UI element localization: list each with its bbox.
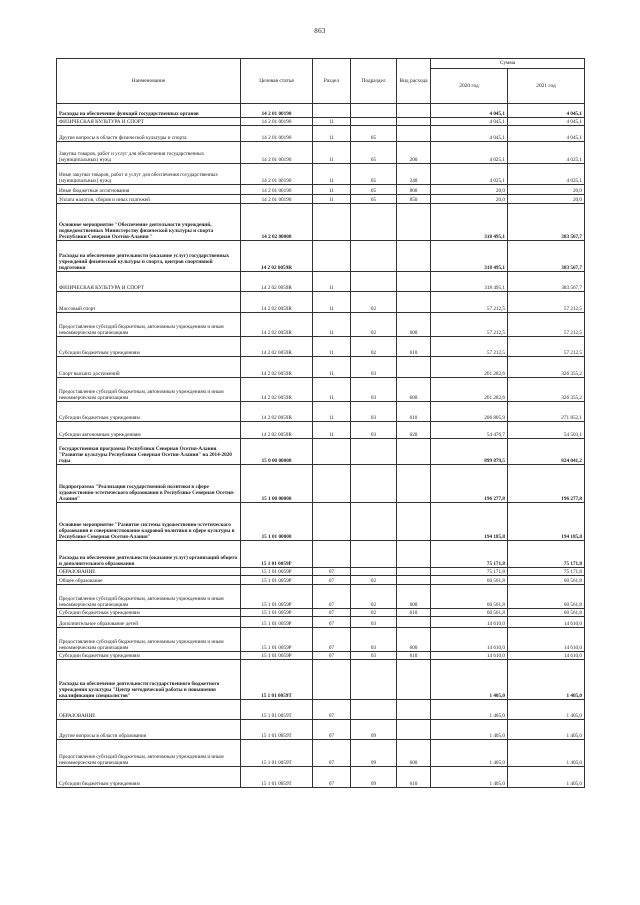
row-name: Предоставление субсидий бюджетным, автономным учреждениям и иным некоммерческим организациям <box>57 585 241 609</box>
row-expense-type: 600 <box>397 740 431 767</box>
row-code: 14 2 02 0059R <box>241 241 313 272</box>
row-name: Общее образование <box>57 576 241 585</box>
row-code: 15 1 01 0059P <box>241 609 313 617</box>
row-section: 11 <box>313 164 351 185</box>
row-section: 11 <box>313 357 351 378</box>
row-code: 14 2 02 0059R <box>241 292 313 313</box>
row-sum-2021: 14 610,0 <box>508 652 585 660</box>
row-expense-type <box>397 660 431 700</box>
table-row <box>57 465 585 503</box>
row-sum-2021: 4 025,1 <box>508 164 585 185</box>
row-section: 07 <box>313 720 351 740</box>
table-row <box>57 185 585 195</box>
table-row <box>57 576 585 585</box>
row-sum-2021: 14 610,0 <box>508 628 585 652</box>
row-sum-2021: 75 171,8 <box>508 541 585 568</box>
row-sum-2021: 20,0 <box>508 195 585 204</box>
row-name: Предоставление субсидий бюджетным, автономным учреждениям и иным некоммерческим организациям <box>57 313 241 337</box>
row-subsection: 05 <box>351 164 397 185</box>
row-subsection: 03 <box>351 378 397 402</box>
row-name: Расходы на обеспечение деятельности (оказание услуг) организаций общего и дополнительного образования <box>57 541 241 568</box>
table-row <box>57 241 585 272</box>
row-sum-2020: 75 171,8 <box>431 568 508 576</box>
row-expense-type: 850 <box>397 195 431 204</box>
row-expense-type: 610 <box>397 652 431 660</box>
row-name: Массовый спорт <box>57 292 241 313</box>
row-sum-2021: 60 561,8 <box>508 576 585 585</box>
row-expense-type <box>397 617 431 628</box>
header-section: Раздел <box>313 59 351 104</box>
row-expense-type: 600 <box>397 313 431 337</box>
row-section: 11 <box>313 195 351 204</box>
table-row <box>57 767 585 788</box>
row-subsection <box>351 660 397 700</box>
table-row <box>57 204 585 241</box>
row-sum-2020: 261 282,6 <box>431 357 508 378</box>
row-name: Предоставление субсидий бюджетным, автономным учреждениям и иным некоммерческим организациям <box>57 740 241 767</box>
row-sum-2021: 1 405,0 <box>508 767 585 788</box>
row-sum-2020: 20,0 <box>431 195 508 204</box>
row-sum-2021: 383 567,7 <box>508 241 585 272</box>
row-name: Предоставление субсидий бюджетным, автономным учреждениям и иным некоммерческим организациям <box>57 378 241 402</box>
row-name: Спорт высших достижений <box>57 357 241 378</box>
row-expense-type: 600 <box>397 585 431 609</box>
row-code: 14 2 02 0059R <box>241 378 313 402</box>
row-subsection: 03 <box>351 357 397 378</box>
header-code: Целевая статья <box>241 59 313 104</box>
row-expense-type <box>397 700 431 720</box>
row-sum-2021: 60 561,8 <box>508 609 585 617</box>
row-name: Субсидии автономным учреждениям <box>57 422 241 439</box>
row-code: 14 2 01 00190 <box>241 185 313 195</box>
row-section: 11 <box>313 118 351 126</box>
row-code: 15 1 01 0059P <box>241 628 313 652</box>
row-code: 14 2 01 00190 <box>241 195 313 204</box>
row-name: Расходы на обеспечение деятельности (оказание услуг) государственных учреждений физической культуры и спорта, центров спортивной подготовки <box>57 241 241 272</box>
table-row <box>57 378 585 402</box>
row-code: 15 1 01 0059P <box>241 617 313 628</box>
row-expense-type <box>397 241 431 272</box>
table-row <box>57 740 585 767</box>
row-sum-2020: 899 879,5 <box>431 439 508 465</box>
row-sum-2020: 14 610,0 <box>431 652 508 660</box>
row-sum-2020: 57 212,5 <box>431 337 508 357</box>
row-sum-2020: 194 185,8 <box>431 503 508 541</box>
row-subsection: 09 <box>351 740 397 767</box>
row-subsection: 03 <box>351 402 397 422</box>
row-expense-type <box>397 272 431 292</box>
row-sum-2020: 14 610,0 <box>431 617 508 628</box>
row-expense-type: 610 <box>397 609 431 617</box>
page-number: 863 <box>314 27 326 35</box>
row-sum-2021: 326 355,2 <box>508 357 585 378</box>
row-section: 07 <box>313 700 351 720</box>
row-sum-2021: 60 561,8 <box>508 585 585 609</box>
row-code: 15 1 01 0059P <box>241 568 313 576</box>
row-sum-2021: 824 041,2 <box>508 439 585 465</box>
row-name: ФИЗИЧЕСКАЯ КУЛЬТУРА И СПОРТ <box>57 272 241 292</box>
row-subsection: 02 <box>351 609 397 617</box>
header-expense-type: Вид расхода <box>397 59 431 104</box>
row-expense-type: 240 <box>397 164 431 185</box>
row-expense-type <box>397 357 431 378</box>
table-row <box>57 195 585 204</box>
row-sum-2021: 383 567,7 <box>508 204 585 241</box>
row-code: 15 1 01 0059T <box>241 700 313 720</box>
row-section: 07 <box>313 740 351 767</box>
row-code: 14 2 01 00190 <box>241 126 313 142</box>
table-row <box>57 609 585 617</box>
header-name: Наименование <box>57 59 241 104</box>
row-sum-2021: 14 610,0 <box>508 617 585 628</box>
row-sum-2020: 318 495,1 <box>431 241 508 272</box>
table-row <box>57 142 585 164</box>
row-subsection <box>351 568 397 576</box>
table-row <box>57 660 585 700</box>
row-sum-2021: 57 212,5 <box>508 313 585 337</box>
row-section: 11 <box>313 422 351 439</box>
row-sum-2020: 318 495,1 <box>431 204 508 241</box>
row-sum-2021: 1 405,0 <box>508 700 585 720</box>
row-subsection: 03 <box>351 628 397 652</box>
row-name: Основное мероприятие "Обеспечение деятельности учреждений, подведомственных Министерству физической культуры и спорта Республики Северная Осетия-Алания " <box>57 204 241 241</box>
row-code: 15 1 01 0059T <box>241 767 313 788</box>
row-sum-2020: 54 476,7 <box>431 422 508 439</box>
row-sum-2020: 4 045,1 <box>431 104 508 118</box>
row-subsection: 03 <box>351 422 397 439</box>
row-subsection <box>351 241 397 272</box>
header-year-2021: 2021 год <box>508 69 585 104</box>
table-row <box>57 402 585 422</box>
table-row <box>57 272 585 292</box>
row-name: Предоставление субсидий бюджетным, автономным учреждениям и иным некоммерческим организациям <box>57 628 241 652</box>
table-row <box>57 568 585 576</box>
row-section: 11 <box>313 378 351 402</box>
row-expense-type <box>397 541 431 568</box>
table-row <box>57 104 585 118</box>
row-sum-2020: 1 405,0 <box>431 720 508 740</box>
table-row <box>57 357 585 378</box>
row-code: 14 2 01 00190 <box>241 104 313 118</box>
table-row <box>57 422 585 439</box>
row-code: 15 1 01 0059P <box>241 576 313 585</box>
row-code: 14 2 01 00190 <box>241 118 313 126</box>
row-subsection: 05 <box>351 126 397 142</box>
row-expense-type <box>397 126 431 142</box>
row-sum-2021: 194 185,8 <box>508 503 585 541</box>
row-expense-type <box>397 292 431 313</box>
row-code: 15 1 01 0059P <box>241 585 313 609</box>
row-section: 11 <box>313 185 351 195</box>
row-section: 07 <box>313 767 351 788</box>
table-row <box>57 126 585 142</box>
row-code: 14 2 02 0059R <box>241 337 313 357</box>
row-subsection: 02 <box>351 313 397 337</box>
row-sum-2020: 75 171,8 <box>431 541 508 568</box>
row-subsection: 03 <box>351 617 397 628</box>
table-row <box>57 652 585 660</box>
row-code: 14 2 02 0059R <box>241 402 313 422</box>
row-section: 11 <box>313 292 351 313</box>
row-code: 15 1 01 0059P <box>241 541 313 568</box>
row-code: 15 1 01 0059P <box>241 652 313 660</box>
row-sum-2020: 318 495,1 <box>431 272 508 292</box>
row-code: 15 1 01 0059T <box>241 660 313 700</box>
row-name: Субсидии бюджетным учреждениям <box>57 767 241 788</box>
table-row <box>57 164 585 185</box>
row-sum-2020: 4 045,1 <box>431 126 508 142</box>
row-section: 11 <box>313 313 351 337</box>
row-sum-2021: 4 045,1 <box>508 126 585 142</box>
row-name: Государственная программа Республики Северная Осетия-Алания "Развитие культуры Республики Северная Осетия-Алания" на 2014-2020 годы <box>57 439 241 465</box>
row-sum-2021: 20,0 <box>508 185 585 195</box>
budget-table <box>56 58 585 788</box>
header-subsection: Подраздел <box>351 59 397 104</box>
row-section <box>313 104 351 118</box>
row-subsection <box>351 439 397 465</box>
row-subsection <box>351 465 397 503</box>
row-subsection: 05 <box>351 195 397 204</box>
table-row <box>57 720 585 740</box>
row-name: Основное мероприятие "Развитие системы художественно-эстетического образования и совершенствование кадровой политики в сфере культуры в Республике Северная Осетия-Алания" <box>57 503 241 541</box>
row-name: Иные бюджетные ассигнования <box>57 185 241 195</box>
row-sum-2020: 1 405,0 <box>431 767 508 788</box>
row-subsection <box>351 503 397 541</box>
row-sum-2021: 1 405,0 <box>508 660 585 700</box>
row-subsection: 09 <box>351 767 397 788</box>
row-subsection: 02 <box>351 585 397 609</box>
row-code: 15 1 01 00000 <box>241 503 313 541</box>
row-subsection <box>351 541 397 568</box>
row-code: 14 2 02 0059R <box>241 357 313 378</box>
row-section <box>313 465 351 503</box>
row-name: Субсидии бюджетным учреждениям <box>57 402 241 422</box>
row-section: 11 <box>313 272 351 292</box>
table-row <box>57 585 585 609</box>
row-sum-2021: 4 045,1 <box>508 118 585 126</box>
row-sum-2020: 60 561,8 <box>431 609 508 617</box>
row-sum-2021: 383 567,7 <box>508 272 585 292</box>
row-name: Дополнительное образование детей <box>57 617 241 628</box>
row-sum-2021: 4 025,1 <box>508 142 585 164</box>
row-subsection: 02 <box>351 337 397 357</box>
row-expense-type <box>397 568 431 576</box>
row-section: 07 <box>313 609 351 617</box>
row-sum-2021: 57 212,5 <box>508 337 585 357</box>
row-code: 14 2 02 00000 <box>241 204 313 241</box>
row-sum-2020: 261 282,6 <box>431 378 508 402</box>
row-name: Субсидии бюджетным учреждениям <box>57 609 241 617</box>
row-sum-2020: 20,0 <box>431 185 508 195</box>
row-sum-2021: 326 355,2 <box>508 378 585 402</box>
row-name: Закупка товаров, работ и услуг для обеспечения государственных (муниципальных) нужд <box>57 142 241 164</box>
table-row <box>57 700 585 720</box>
table-row <box>57 628 585 652</box>
row-code: 15 1 01 0059T <box>241 720 313 740</box>
row-name: Иные закупки товаров, работ и услуг для обеспечения государственных (муниципальных) нужд <box>57 164 241 185</box>
row-expense-type <box>397 720 431 740</box>
row-code: 15 1 01 0059T <box>241 740 313 767</box>
row-name: Подпрограмма "Реализация государственной политики в сфере художественно-эстетического образования в Республике Северная Осетия-Алания" <box>57 465 241 503</box>
row-section <box>313 541 351 568</box>
row-sum-2021: 1 405,0 <box>508 720 585 740</box>
row-sum-2020: 60 561,8 <box>431 576 508 585</box>
table-row <box>57 118 585 126</box>
row-sum-2021: 4 045,1 <box>508 104 585 118</box>
row-code: 14 2 02 0059R <box>241 313 313 337</box>
row-sum-2021: 271 852,1 <box>508 402 585 422</box>
row-name: Субсидии бюджетным учреждениям <box>57 337 241 357</box>
row-expense-type: 610 <box>397 767 431 788</box>
row-name: ОБРАЗОВАНИЕ <box>57 700 241 720</box>
row-subsection <box>351 700 397 720</box>
row-section: 11 <box>313 142 351 164</box>
row-sum-2021: 75 171,8 <box>508 568 585 576</box>
table-row <box>57 503 585 541</box>
row-expense-type <box>397 576 431 585</box>
row-name: Субсидии бюджетным учреждениям <box>57 652 241 660</box>
row-sum-2020: 57 212,5 <box>431 313 508 337</box>
row-expense-type <box>397 439 431 465</box>
row-subsection: 03 <box>351 652 397 660</box>
row-section: 11 <box>313 402 351 422</box>
row-code: 14 2 02 0059R <box>241 422 313 439</box>
row-sum-2020: 206 805,9 <box>431 402 508 422</box>
row-expense-type: 620 <box>397 422 431 439</box>
row-expense-type: 600 <box>397 628 431 652</box>
table-body <box>57 104 585 788</box>
row-sum-2020: 4 045,1 <box>431 118 508 126</box>
row-sum-2020: 14 610,0 <box>431 628 508 652</box>
row-name: Другие вопросы в области физической культуры и спорта <box>57 126 241 142</box>
row-expense-type: 610 <box>397 337 431 357</box>
row-expense-type <box>397 104 431 118</box>
row-section <box>313 241 351 272</box>
row-subsection: 02 <box>351 292 397 313</box>
row-section <box>313 439 351 465</box>
row-section: 11 <box>313 126 351 142</box>
row-expense-type <box>397 503 431 541</box>
row-sum-2020: 4 025,1 <box>431 142 508 164</box>
row-subsection: 09 <box>351 720 397 740</box>
row-sum-2020: 196 277,8 <box>431 465 508 503</box>
row-subsection <box>351 118 397 126</box>
row-expense-type <box>397 465 431 503</box>
table-row <box>57 439 585 465</box>
row-name: Другие вопросы в области образования <box>57 720 241 740</box>
row-sum-2020: 1 405,0 <box>431 740 508 767</box>
table-row <box>57 541 585 568</box>
row-code: 15 1 00 00000 <box>241 465 313 503</box>
header-year-2020: 2020 год <box>431 69 508 104</box>
table-row <box>57 313 585 337</box>
row-name: ОБРАЗОВАНИЕ <box>57 568 241 576</box>
row-sum-2020: 60 561,8 <box>431 585 508 609</box>
row-expense-type: 610 <box>397 402 431 422</box>
row-subsection <box>351 204 397 241</box>
row-name: Расходы на обеспечение функций государственных органов <box>57 104 241 118</box>
row-subsection <box>351 104 397 118</box>
row-sum-2021: 57 212,5 <box>508 292 585 313</box>
row-section: 07 <box>313 576 351 585</box>
row-name: ФИЗИЧЕСКАЯ КУЛЬТУРА И СПОРТ <box>57 118 241 126</box>
row-sum-2021: 1 405,0 <box>508 740 585 767</box>
row-sum-2020: 1 405,0 <box>431 700 508 720</box>
row-section: 07 <box>313 617 351 628</box>
row-code: 14 2 02 0059R <box>241 272 313 292</box>
row-subsection: 02 <box>351 576 397 585</box>
row-subsection: 05 <box>351 142 397 164</box>
row-sum-2021: 54 503,1 <box>508 422 585 439</box>
row-section: 07 <box>313 585 351 609</box>
row-section <box>313 660 351 700</box>
row-section <box>313 204 351 241</box>
table-row <box>57 292 585 313</box>
row-section: 11 <box>313 337 351 357</box>
row-sum-2020: 57 212,5 <box>431 292 508 313</box>
row-section: 07 <box>313 628 351 652</box>
table-header <box>57 59 585 104</box>
row-subsection <box>351 272 397 292</box>
row-sum-2020: 1 405,0 <box>431 660 508 700</box>
row-section: 07 <box>313 568 351 576</box>
header-sum: Сумма <box>431 59 585 69</box>
row-expense-type <box>397 118 431 126</box>
row-expense-type: 600 <box>397 378 431 402</box>
row-sum-2021: 196 277,8 <box>508 465 585 503</box>
row-sum-2020: 4 025,1 <box>431 164 508 185</box>
row-code: 14 2 01 00190 <box>241 142 313 164</box>
row-code: 15 0 00 00000 <box>241 439 313 465</box>
row-expense-type: 200 <box>397 142 431 164</box>
row-code: 14 2 01 00190 <box>241 164 313 185</box>
row-name: Уплата налогов, сборов и иных платежей <box>57 195 241 204</box>
row-subsection: 05 <box>351 185 397 195</box>
row-expense-type <box>397 204 431 241</box>
row-section: 07 <box>313 652 351 660</box>
table-row <box>57 337 585 357</box>
row-name: Расходы на обеспечение деятельности государственного бюджетного учреждения культуры "Центр методической работы и повышения квалификации специалистов" <box>57 660 241 700</box>
row-expense-type: 800 <box>397 185 431 195</box>
table-row <box>57 617 585 628</box>
row-section <box>313 503 351 541</box>
